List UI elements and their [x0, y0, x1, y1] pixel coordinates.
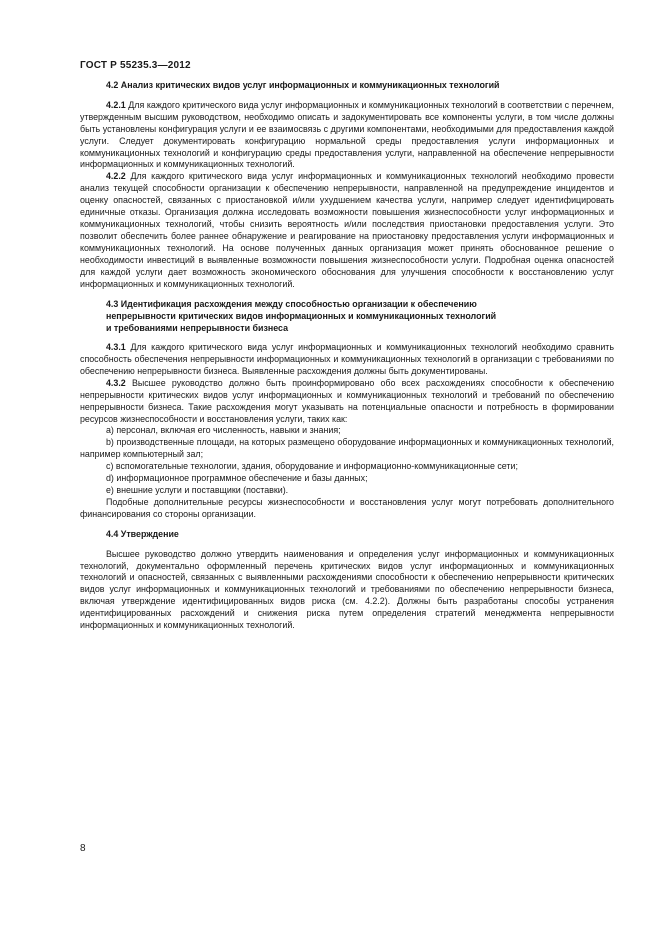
- clause-number: 4.2.2: [106, 171, 126, 182]
- paragraph-4-3-2: [80, 378, 614, 426]
- heading-line: и требованиями непрерывности бизнеса: [106, 323, 289, 334]
- list-item: d) информационное программное обеспечение и базы данных;: [106, 473, 368, 484]
- section-heading-4-2: 4.2 Анализ критических видов услуг информационных и коммуникационных технологий: [106, 80, 500, 90]
- heading-line: непрерывности критических видов информационных и коммуникационных технологий: [106, 311, 497, 322]
- heading-line: 4.3 Идентификация расхождения между способностью организации к обеспечению: [106, 299, 477, 310]
- paragraph-text: Для каждого критического вида услуг информационных и коммуникационных технологий необходимо сравнить способность обеспечения непрерывности информационных и коммуникационных технологий в организации с требованиями по обеспечению непрерывности бизнеса. Выявленные расхождения должны быть документированы.: [80, 342, 614, 376]
- list-item: b) производственные площади, на которых размещено оборудование информационных и коммуникационных технологий, например компьютерный зал;: [80, 437, 614, 460]
- clause-number: 4.3.1: [106, 342, 126, 353]
- list-item: c) вспомогательные технологии, здания, оборудование и информационно-коммуникационные сети;: [106, 461, 518, 472]
- section-heading-4-4: 4.4 Утверждение: [106, 528, 179, 539]
- paragraph-4-4: Высшее руководство должно утвердить наименования и определения услуг информационных и коммуникационных технологий, документально оформленный перечень критических видов услуг информационных и коммуникационных технологий и опасностей, связанных с выявленными расхождениями способности к обеспечению непрерывности критических видов услуг информационных и коммуникационных технологий и требованиями по обеспечению непрерывности бизнеса, включая утверждение идентифицированных видов риска (см. 4.2.2). Должны быть разработаны способы устранения идентифицированных расхождений и снижения риска путем определения стратегий менеджмента непрерывности информационных и коммуникационных технологий.: [80, 548, 614, 631]
- paragraph-text: Высшее руководство должно быть проинформировано обо всех расхождениях способности к обеспечению непрерывности критических видов услуг информационных и коммуникационных технологий и требований по обеспечению непрерывности бизнеса. Такие расхождения могут указывать на потенциальные опасности и потребность в формировании ресурсов жизнеспособности и восстановления услуги, таких как:: [80, 377, 614, 424]
- page-number: 8: [80, 843, 86, 854]
- document-body: [80, 80, 614, 632]
- paragraph-resources-note: Подобные дополнительные ресурсы жизнеспособности и восстановления услуг могут потребовать дополнительного финансирования со стороны организации.: [80, 496, 614, 519]
- section-heading-4-3: [80, 299, 614, 335]
- list-item: a) персонал, включая его численность, навыки и знания;: [106, 425, 341, 436]
- paragraph-text: Для каждого критического вида услуг информационных и коммуникационных технологий в соответствии с перечнем, утвержденным высшим руководством, необходимо описать и задокументировать все компоненты услуги, в том числе должны быть установлены конфигурация услуги и ее взаимосвязь с другими компонентами, необходимыми для предоставления каждой услуги. Следует документировать конфигурацию нормальной среды предоставления услуги информационных и коммуникационных технологий и конфигурацию среды предоставления услуги, направленной на обеспечение непрерывности информационных и коммуникационных технологий.: [80, 99, 614, 170]
- clause-number: 4.3.2: [106, 377, 126, 388]
- standard-header: ГОСТ Р 55235.3—2012: [80, 60, 191, 71]
- paragraph-4-2-1: [80, 100, 614, 171]
- paragraph-4-3-1: [80, 342, 614, 378]
- list-item: e) внешние услуги и поставщики (поставки).: [106, 485, 289, 495]
- paragraph-4-2-2: [80, 171, 614, 290]
- paragraph-text: Для каждого критического вида услуг информационных и коммуникационных технологий необходимо провести анализ текущей способности организации к обеспечению непрерывности, направленной на предупреждение инцидентов и оценку опасностей, связанных с приостановкой и/или ухудшением качества услуги, например следует идентифицировать единичные отказы. Организация должна исследовать возможности повышения жизнеспособности услуг информационных и коммуникационных технологий, чтобы снизить вероятность и/или последствия приостановки предоставления услуги. Это позволит обеспечить более раннее обнаружение и реагирование на приостановку предоставления услуги информационных и коммуникационных технологий. На основе полученных данных организация может принять обоснованное решение о необходимости инвестиций в выявленные возможности повышения жизнеспособности услуги. Подробная оценка опасностей для каждой услуги дает возможность экономического обоснования для улучшения способности к восстановлению услуг информационных и коммуникационных технологий.: [80, 171, 614, 289]
- clause-number: 4.2.1: [106, 99, 126, 110]
